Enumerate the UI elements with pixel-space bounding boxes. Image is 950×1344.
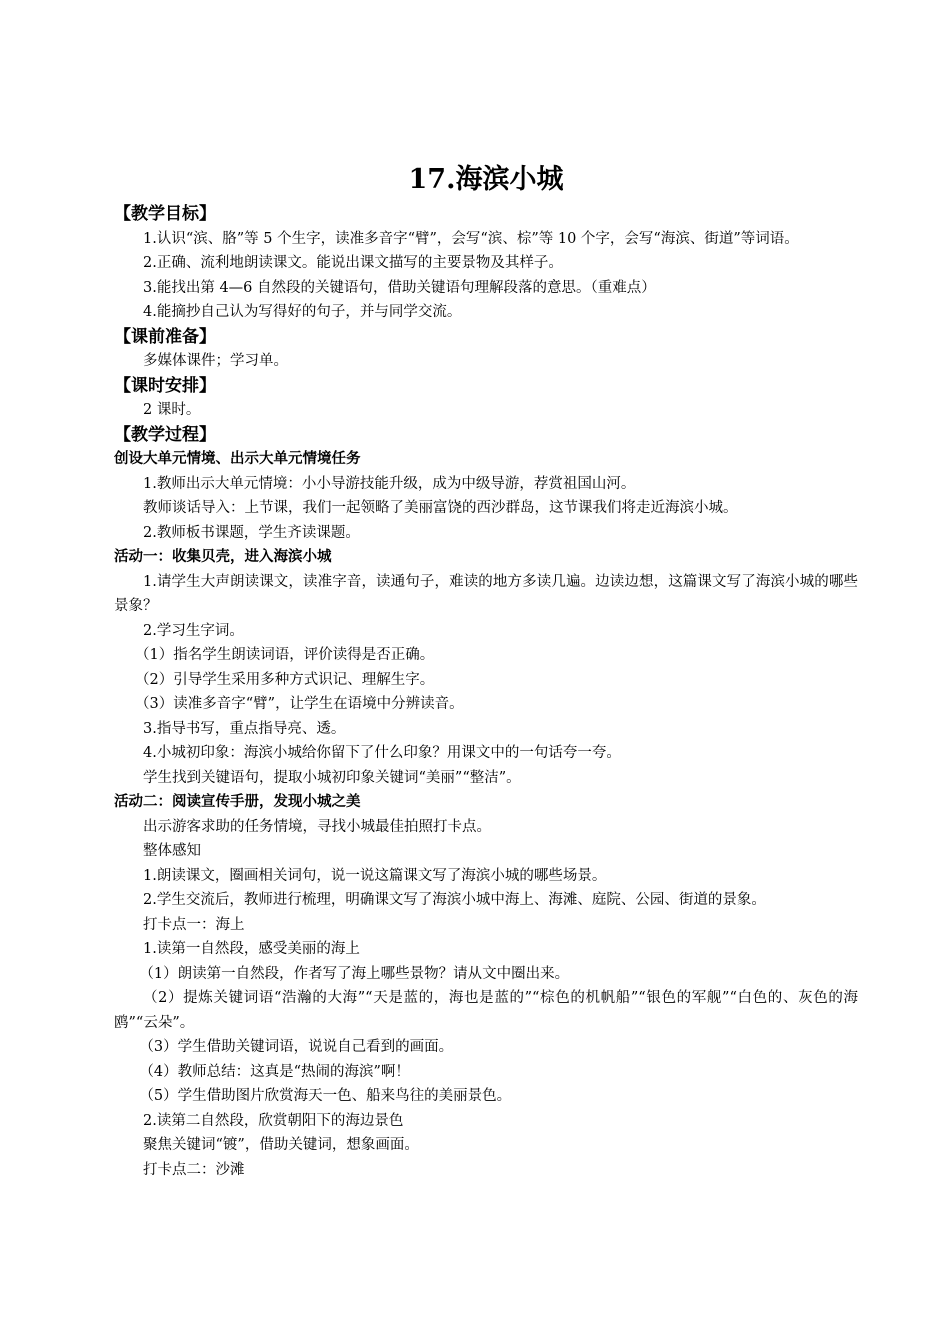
paragraph: 聚焦关键词“镀”，借助关键词，想象画面。	[143, 1137, 419, 1153]
paragraph: 2.读第二自然段，欣赏朝阳下的海边景色	[143, 1112, 404, 1129]
paragraph: （3）读准多音字“臂”，让学生在语境中分辨读音。	[135, 696, 464, 712]
goal-item: 1.认识“滨、胳”等 5 个生字，读准多音字“臂”，会写“滨、棕”等 10 个字，会写“海滨、街道”等词语。	[143, 230, 799, 247]
paragraph: 1.教师出示大单元情境：小小导游技能升级，成为中级导游，荐赏祖国山河。	[143, 475, 636, 492]
section-heading-schedule: 【课时安排】	[114, 375, 216, 396]
goal-item: 4.能摘抄自己认为写得好的句子，并与同学交流。	[143, 304, 462, 320]
paragraph: 2.学习生字词。	[143, 622, 244, 639]
schedule-text: 2 课时。	[143, 402, 201, 418]
document-page	[114, 160, 858, 1182]
document-title: 17.海滨小城	[408, 164, 564, 195]
section-heading-prep: 【课前准备】	[114, 326, 216, 347]
paragraph: （2）提炼关键词语“浩瀚的大海”“天是蓝的，海也是蓝的”“棕色的机帆船”“银色的军舰”“白色的、灰色的海鸥”“云朵”。	[114, 990, 858, 1031]
paragraph: 2.教师板书课题，学生齐读课题。	[143, 524, 360, 541]
paragraph: （2）引导学生采用多种方式识记、理解生字。	[135, 671, 435, 688]
prep-text: 多媒体课件；学习单。	[143, 353, 288, 369]
subheading-activity-one: 活动一：收集贝壳，进入海滨小城	[114, 548, 332, 565]
subheading-intro: 创设大单元情境、出示大单元情境任务	[114, 450, 361, 467]
goal-item: 2.正确、流利地朗读课文。能说出课文描写的主要景物及其样子。	[143, 255, 563, 271]
paragraph: 出示游客求助的任务情境，寻找小城最佳拍照打卡点。	[143, 818, 491, 835]
subheading-activity-two: 活动二：阅读宣传手册，发现小城之美	[114, 793, 361, 810]
paragraph: （3）学生借助关键词语，说说自己看到的画面。	[139, 1039, 454, 1055]
paragraph: 1.朗读课文，圈画相关词句，说一说这篇课文写了海滨小城的哪些场景。	[143, 867, 607, 884]
paragraph: 1.请学生大声朗读课文，读准字音，读通句子，难读的地方多读几遍。边读边想，这篇课文写了海滨小城的哪些景象？	[114, 573, 858, 614]
paragraph: 2.学生交流后，教师进行梳理，明确课文写了海滨小城中海上、海滩、庭院、公园、街道的景象。	[143, 892, 766, 908]
goal-item: 3.能找出第 4—6 自然段的关键语句，借助关键语句理解段落的意思。（重难点）	[143, 279, 656, 296]
paragraph: （4）教师总结：这真是“热闹的海滨”啊！	[139, 1063, 410, 1080]
paragraph: 教师谈话导入：上节课，我们一起领略了美丽富饶的西沙群岛，这节课我们将走近海滨小城。	[143, 500, 738, 516]
section-heading-goals: 【教学目标】	[114, 204, 216, 224]
paragraph: 学生找到关键语句，提取小城初印象关键词“美丽”“整洁”。	[143, 769, 521, 786]
paragraph: 打卡点二：沙滩	[143, 1161, 245, 1178]
section-heading-process: 【教学过程】	[114, 424, 216, 445]
paragraph: （5）学生借助图片欣赏海天一色、船来鸟往的美丽景色。	[139, 1088, 512, 1104]
paragraph: 4.小城初印象：海滨小城给你留下了什么印象？用课文中的一句话夸一夸。	[143, 745, 621, 761]
paragraph: （1）朗读第一自然段，作者写了海上哪些景物？请从文中圈出来。	[139, 965, 570, 982]
paragraph: 1.读第一自然段，感受美丽的海上	[143, 941, 360, 957]
paragraph: 3.指导书写，重点指导亮、透。	[143, 720, 346, 737]
paragraph: （1）指名学生朗读词语，评价读得是否正确。	[135, 647, 435, 663]
paragraph: 打卡点一：海上	[143, 916, 245, 933]
paragraph: 整体感知	[143, 843, 201, 859]
